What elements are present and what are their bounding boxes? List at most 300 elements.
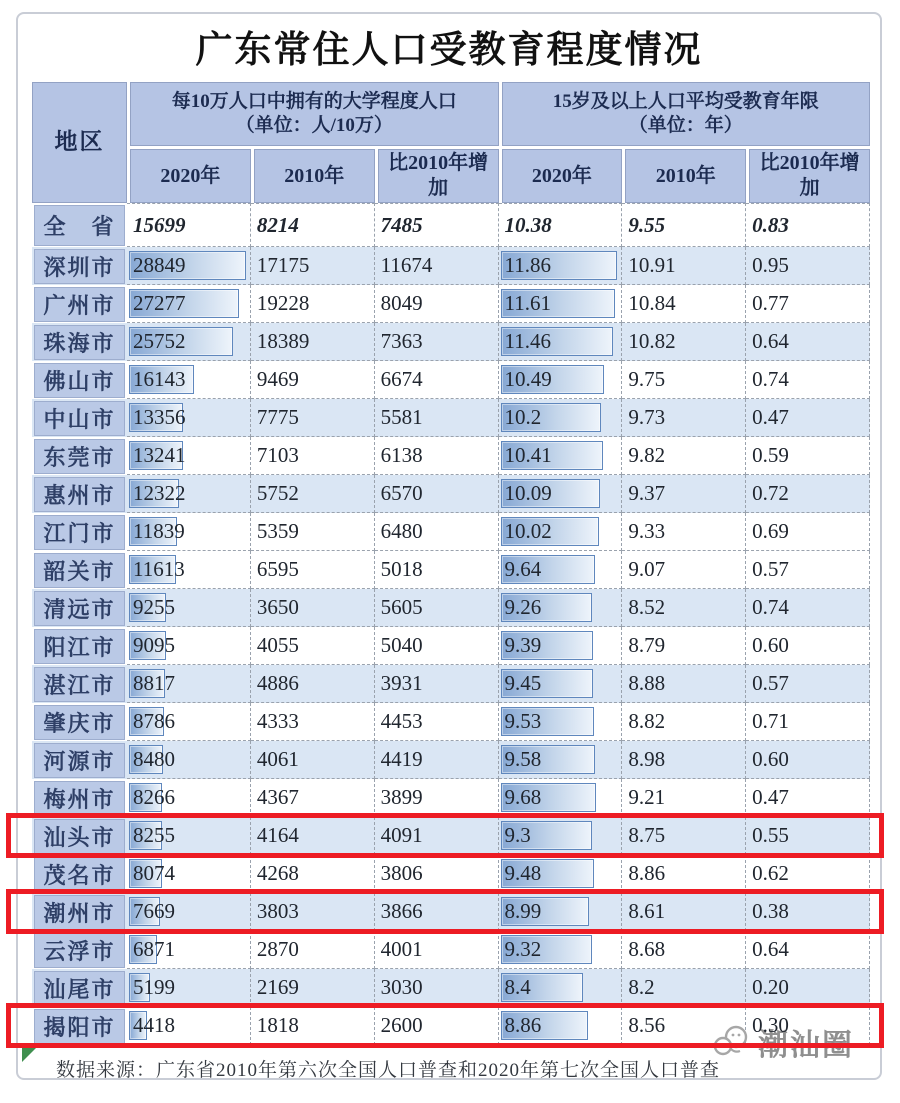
cell-value: 10.2 [504,405,542,429]
value-cell [499,931,623,969]
value-cell [499,741,623,779]
cell-value: 4055 [256,633,299,657]
cell-value: 19228 [256,291,310,315]
cell-value: 0.83 [752,212,789,237]
cell-value: 0.60 [752,633,789,657]
cell-value: 0.71 [752,709,789,733]
green-corner-marker [22,1047,37,1062]
header-col-2020-years: 2020年 [502,149,623,203]
table-row [32,513,870,551]
value-cell [746,589,870,627]
cell-value: 4367 [256,785,299,809]
cell-value: 9469 [256,367,299,391]
table-row [32,855,870,893]
cell-value: 10.82 [628,329,676,353]
cell-value: 6480 [380,519,423,543]
cell-value: 8.68 [628,937,666,961]
value-cell [746,475,870,513]
value-cell [127,399,251,437]
cell-value: 10.49 [504,367,552,391]
value-cell [375,203,499,247]
cell-value: 10.91 [628,253,676,277]
cell-value: 10.02 [504,519,552,543]
value-cell [375,855,499,893]
value-cell [622,779,746,817]
value-cell [746,361,870,399]
cell-value: 5018 [380,557,423,581]
value-cell [746,931,870,969]
cell-value: 0.47 [752,405,789,429]
value-cell [746,437,870,475]
cell-value: 9.39 [504,633,542,657]
cell-value: 3899 [380,785,423,809]
cell-value: 5359 [256,519,299,543]
value-cell [499,247,623,285]
cell-value: 9.26 [504,595,542,619]
cell-value: 25752 [133,329,186,353]
header-col-2010-count: 2010年 [254,149,375,203]
region-label: 清远市 [34,591,125,626]
cell-value: 13356 [133,405,186,429]
cell-value: 4268 [256,861,299,885]
value-cell [499,399,623,437]
value-cell [127,513,251,551]
cell-value: 9.45 [504,671,542,695]
value-cell [622,627,746,665]
value-cell [499,665,623,703]
cell-value: 9.33 [628,519,666,543]
region-label: 河源市 [34,743,125,778]
value-cell [499,589,623,627]
value-cell [499,437,623,475]
region-label: 云浮市 [34,933,125,968]
value-cell [622,551,746,589]
cell-value: 0.62 [752,861,789,885]
cell-value: 10.41 [504,443,552,467]
cell-value: 9.68 [504,785,542,809]
value-cell [622,247,746,285]
value-cell [375,969,499,1007]
value-cell [375,627,499,665]
value-cell [251,203,375,247]
region-label: 惠州市 [34,477,125,512]
cell-value: 5581 [380,405,423,429]
region-label: 潮州市 [34,895,125,930]
value-cell [622,475,746,513]
value-cell [375,475,499,513]
value-cell [127,855,251,893]
value-cell [251,893,375,931]
value-cell [251,703,375,741]
cell-value: 8.61 [628,899,666,923]
value-cell [499,513,623,551]
value-cell [251,323,375,361]
cell-value: 4419 [380,747,423,771]
cell-value: 0.55 [752,823,789,847]
cell-value: 2169 [256,975,299,999]
value-cell [375,437,499,475]
cell-value: 10.84 [628,291,676,315]
value-cell [746,779,870,817]
cell-value: 11.86 [504,253,551,277]
cell-value: 5040 [380,633,423,657]
value-cell [375,513,499,551]
value-cell [375,399,499,437]
cell-value: 3866 [380,899,423,923]
region-label: 揭阳市 [34,1009,125,1044]
cell-value: 0.64 [752,937,789,961]
table-row [32,703,870,741]
cell-value: 8.75 [628,823,666,847]
region-label: 珠海市 [34,325,125,360]
region-label: 广州市 [34,287,125,322]
cell-value: 0.64 [752,329,789,353]
cell-value: 9.82 [628,443,666,467]
cell-value: 4001 [380,937,423,961]
value-cell [746,741,870,779]
value-cell [622,323,746,361]
value-cell [127,969,251,1007]
header-group-university-line1: 每10万人口中拥有的大学程度人口 [171,91,457,113]
value-cell [375,285,499,323]
cell-value: 0.74 [752,367,789,391]
value-cell [499,1007,623,1045]
value-cell [251,475,375,513]
cell-value: 3806 [380,861,423,885]
table-row [32,323,870,361]
value-cell [127,551,251,589]
cell-value: 9.32 [504,937,542,961]
value-cell [746,247,870,285]
value-cell [251,779,375,817]
value-cell [127,1007,251,1045]
region-label: 梅州市 [34,781,125,816]
cell-value: 8.99 [504,899,542,923]
cell-value: 0.77 [752,291,789,315]
value-cell [499,323,623,361]
value-cell [127,893,251,931]
cell-value: 18389 [256,329,310,353]
cell-value: 0.60 [752,747,789,771]
cell-value: 2600 [380,1013,423,1037]
value-cell [127,323,251,361]
table-row [32,285,870,323]
cell-value: 5605 [380,595,423,619]
table-row [32,475,870,513]
watermark-text: 潮汕圈 [758,1029,854,1062]
cell-value: 7775 [256,405,299,429]
header-group-university-unit: （单位：人/10万） [235,115,393,136]
cell-value: 8.82 [628,709,666,733]
value-cell [622,703,746,741]
cell-value: 15699 [133,212,186,237]
region-label: 中山市 [34,401,125,436]
region-label: 佛山市 [34,363,125,398]
cell-value: 7485 [380,212,423,237]
cell-value: 9.07 [628,557,666,581]
cell-value: 5199 [133,975,175,999]
value-cell [251,855,375,893]
table-row [32,665,870,703]
header-region: 地区 [32,82,127,203]
table-row [32,969,870,1007]
value-cell [127,931,251,969]
region-label: 阳江市 [34,629,125,664]
value-cell [127,779,251,817]
cell-value: 8049 [380,291,423,315]
value-cell [251,437,375,475]
value-cell [499,361,623,399]
value-cell [251,627,375,665]
cell-value: 6674 [380,367,423,391]
value-cell [127,285,251,323]
value-cell [499,969,623,1007]
cell-value: 0.38 [752,899,789,923]
cell-value: 9.53 [504,709,542,733]
value-cell [375,893,499,931]
value-cell [251,551,375,589]
cell-value: 9.64 [504,557,542,581]
value-cell [127,741,251,779]
cell-value: 8786 [133,709,175,733]
cell-value: 11839 [133,519,185,543]
cell-value: 4418 [133,1013,175,1037]
cell-value: 16143 [133,367,186,391]
value-cell [622,437,746,475]
value-cell [251,589,375,627]
header-col-increase-years: 比2010年增加 [749,149,870,203]
cell-value: 7103 [256,443,299,467]
table-row [32,551,870,589]
table-row [32,893,870,931]
value-cell [375,247,499,285]
region-label: 深圳市 [34,249,125,284]
value-cell [746,627,870,665]
cell-value: 27277 [133,291,186,315]
cell-value: 8480 [133,747,175,771]
value-cell [251,399,375,437]
cell-value: 4164 [256,823,299,847]
value-cell [251,247,375,285]
value-cell [375,665,499,703]
header-col-increase-count: 比2010年增加 [378,149,499,203]
region-label: 湛江市 [34,667,125,702]
cell-value: 8.86 [628,861,666,885]
value-cell [375,1007,499,1045]
cell-value: 11.61 [504,291,551,315]
cell-value: 8817 [133,671,175,695]
cell-value: 4061 [256,747,299,771]
value-cell [499,703,623,741]
cell-value: 3650 [256,595,299,619]
table-row [32,247,870,285]
region-label: 肇庆市 [34,705,125,740]
cell-value: 2870 [256,937,299,961]
value-cell [746,969,870,1007]
value-cell [375,361,499,399]
value-cell [746,855,870,893]
region-label: 汕尾市 [34,971,125,1006]
value-cell [746,285,870,323]
value-cell [127,627,251,665]
value-cell [375,589,499,627]
value-cell [622,589,746,627]
cell-value: 6595 [256,557,299,581]
value-cell [746,893,870,931]
value-cell [746,513,870,551]
value-cell [375,817,499,855]
cell-value: 10.38 [504,212,552,237]
cell-value: 0.69 [752,519,789,543]
value-cell [499,893,623,931]
cell-value: 9.37 [628,481,666,505]
value-cell [251,969,375,1007]
table-row [32,437,870,475]
value-cell [746,665,870,703]
cell-value: 8.56 [628,1013,666,1037]
value-cell [127,665,251,703]
cell-value: 12322 [133,481,186,505]
cell-value: 3030 [380,975,423,999]
cell-value: 1818 [256,1013,299,1037]
header-col-2010-years: 2010年 [625,149,746,203]
value-cell [622,285,746,323]
cell-value: 7363 [380,329,423,353]
cell-value: 9.3 [504,823,531,847]
table-row [32,203,870,247]
value-cell [746,203,870,247]
cell-value: 9.21 [628,785,666,809]
value-cell [622,893,746,931]
value-cell [746,551,870,589]
table-row [32,741,870,779]
table-row [32,779,870,817]
cell-value: 11.46 [504,329,551,353]
cell-value: 4453 [380,709,423,733]
cell-value: 9.75 [628,367,666,391]
cell-value: 8.86 [504,1013,542,1037]
cell-value: 8214 [256,212,299,237]
cell-value: 9.58 [504,747,542,771]
cell-value: 3803 [256,899,299,923]
cell-value: 0.20 [752,975,789,999]
cell-value: 13241 [133,443,186,467]
cell-value: 9.55 [628,212,666,237]
cell-value: 8.88 [628,671,666,695]
value-cell [375,551,499,589]
value-cell [499,551,623,589]
value-cell [499,627,623,665]
cell-value: 7669 [133,899,175,923]
value-cell [499,285,623,323]
value-cell [127,437,251,475]
value-cell [251,513,375,551]
region-label: 韶关市 [34,553,125,588]
cell-value: 0.30 [752,1013,789,1037]
cell-value: 9.73 [628,405,666,429]
cell-value: 8.79 [628,633,666,657]
value-cell [375,779,499,817]
education-table [32,82,870,1045]
table-body [32,203,870,1045]
header-group-university [130,82,499,146]
value-cell [127,475,251,513]
region-label: 东莞市 [34,439,125,474]
cell-value: 8074 [133,861,175,885]
value-cell [622,513,746,551]
value-cell [499,475,623,513]
cell-value: 3931 [380,671,423,695]
cell-value: 9.48 [504,861,542,885]
value-cell [622,399,746,437]
table-row [32,361,870,399]
cell-value: 8.52 [628,595,666,619]
value-cell [127,361,251,399]
value-cell [622,855,746,893]
table-row [32,589,870,627]
cell-value: 8.4 [504,975,531,999]
value-cell [499,817,623,855]
cell-value: 9095 [133,633,175,657]
table-panel [16,12,882,1080]
value-cell [375,741,499,779]
value-cell [251,817,375,855]
cell-value: 11674 [380,253,433,277]
value-cell [622,361,746,399]
cell-value: 4886 [256,671,299,695]
cell-value: 8.98 [628,747,666,771]
value-cell [127,247,251,285]
value-cell [622,817,746,855]
value-cell [251,665,375,703]
cell-value: 9255 [133,595,175,619]
table-header [32,82,870,203]
value-cell [622,665,746,703]
value-cell [375,323,499,361]
value-cell [375,703,499,741]
value-cell [622,931,746,969]
table-row [32,817,870,855]
cell-value: 6570 [380,481,423,505]
value-cell [746,703,870,741]
cell-value: 8266 [133,785,175,809]
value-cell [499,855,623,893]
value-cell [251,931,375,969]
table-row [32,399,870,437]
value-cell [622,741,746,779]
value-cell [746,323,870,361]
header-group-schooling-line1: 15岁及以上人口平均受教育年限 [552,91,819,113]
table-row [32,931,870,969]
value-cell [127,203,251,247]
cell-value: 4333 [256,709,299,733]
cell-value: 10.09 [504,481,552,505]
page-title: 广东常住人口受教育程度情况 [195,30,703,71]
cell-value: 17175 [256,253,310,277]
value-cell [622,969,746,1007]
value-cell [127,589,251,627]
cell-value: 0.74 [752,595,789,619]
region-label: 江门市 [34,515,125,550]
value-cell [251,1007,375,1045]
region-label: 全 省 [34,205,125,246]
value-cell [251,361,375,399]
cell-value: 0.95 [752,253,789,277]
value-cell [127,817,251,855]
value-cell [251,741,375,779]
data-source-note: 数据来源：广东省2010年第六次全国人口普查和2020年第七次全国人口普查 [56,1059,721,1081]
cell-value: 0.59 [752,443,789,467]
